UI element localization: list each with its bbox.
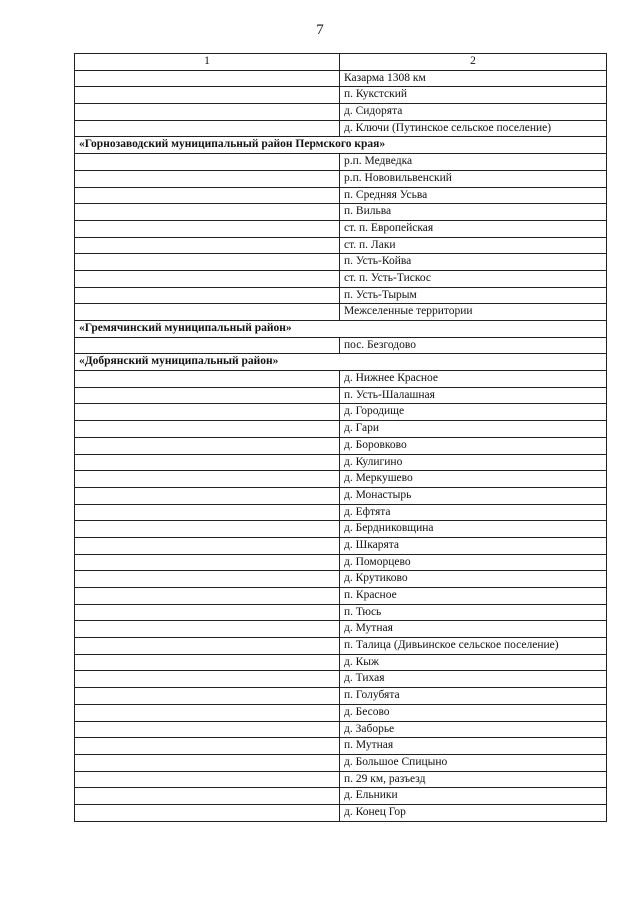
empty-cell (75, 621, 340, 638)
settlement-cell: д. Монастырь (340, 487, 607, 504)
district-title: «Гремячинский муниципальный район» (75, 321, 607, 338)
settlement-cell: д. Меркушево (340, 471, 607, 488)
settlement-cell: п. Талица (Дивьинское сельское поселение) (340, 638, 607, 655)
empty-cell (75, 471, 340, 488)
settlement-cell: п. Усть-Тырым (340, 287, 607, 304)
table-row (75, 638, 607, 655)
empty-cell (75, 738, 340, 755)
empty-cell (75, 204, 340, 221)
empty-cell (75, 487, 340, 504)
settlement-cell: Межселенные территории (340, 304, 607, 321)
settlement-cell: д. Гари (340, 421, 607, 438)
table-row (75, 454, 607, 471)
settlement-cell: д. Бердниковщина (340, 521, 607, 538)
empty-cell (75, 537, 340, 554)
settlement-cell: п. Мутная (340, 738, 607, 755)
table-row (75, 537, 607, 554)
empty-cell (75, 504, 340, 521)
empty-cell (75, 654, 340, 671)
settlement-cell: д. Конец Гор (340, 804, 607, 821)
table-row (75, 487, 607, 504)
table-row (75, 287, 607, 304)
settlement-cell: д. Большое Спицыно (340, 754, 607, 771)
column-header-1: 1 (75, 54, 340, 71)
settlement-cell: п. Усть-Койва (340, 254, 607, 271)
table-row (75, 404, 607, 421)
table-row (75, 120, 607, 137)
empty-cell (75, 387, 340, 404)
empty-cell (75, 688, 340, 705)
table-row (75, 754, 607, 771)
table-row (75, 721, 607, 738)
section-header-row (75, 321, 607, 338)
table-row (75, 704, 607, 721)
empty-cell (75, 671, 340, 688)
empty-cell (75, 287, 340, 304)
table-row (75, 571, 607, 588)
table-row (75, 337, 607, 354)
table-row (75, 621, 607, 638)
empty-cell (75, 154, 340, 171)
table-row (75, 104, 607, 121)
table-row (75, 220, 607, 237)
settlement-cell: п. Вильва (340, 204, 607, 221)
empty-cell (75, 220, 340, 237)
settlement-cell: д. Ключи (Путинское сельское поселение) (340, 120, 607, 137)
settlement-cell: д. Заборье (340, 721, 607, 738)
table-row (75, 87, 607, 104)
settlement-cell: д. Городище (340, 404, 607, 421)
empty-cell (75, 554, 340, 571)
empty-cell (75, 638, 340, 655)
settlement-cell: п. 29 км, разъезд (340, 771, 607, 788)
settlement-cell: д. Кулигино (340, 454, 607, 471)
settlement-cell: д. Нижнее Красное (340, 371, 607, 388)
table-row (75, 387, 607, 404)
table-body (75, 70, 607, 821)
table-row (75, 771, 607, 788)
table-row (75, 187, 607, 204)
table-row (75, 688, 607, 705)
empty-cell (75, 437, 340, 454)
table-row (75, 654, 607, 671)
page-number: 7 (316, 22, 324, 38)
settlement-cell: ст. п. Европейская (340, 220, 607, 237)
district-title: «Добрянский муниципальный район» (75, 354, 607, 371)
empty-cell (75, 771, 340, 788)
settlement-cell: д. Бесово (340, 704, 607, 721)
table-row (75, 738, 607, 755)
empty-cell (75, 254, 340, 271)
empty-cell (75, 337, 340, 354)
table-row (75, 154, 607, 171)
settlement-cell: д. Крутиково (340, 571, 607, 588)
empty-cell (75, 421, 340, 438)
table-row (75, 804, 607, 821)
table-row (75, 421, 607, 438)
settlement-cell: д. Кыж (340, 654, 607, 671)
empty-cell (75, 588, 340, 605)
settlement-cell: д. Поморцево (340, 554, 607, 571)
settlement-cell: д. Ельники (340, 788, 607, 805)
settlement-cell: Казарма 1308 км (340, 70, 607, 87)
empty-cell (75, 804, 340, 821)
empty-cell (75, 371, 340, 388)
settlement-cell: пос. Безгодово (340, 337, 607, 354)
settlement-cell: п. Красное (340, 588, 607, 605)
settlement-cell: д. Боровково (340, 437, 607, 454)
settlement-cell: д. Сидорята (340, 104, 607, 121)
empty-cell (75, 104, 340, 121)
empty-cell (75, 604, 340, 621)
empty-cell (75, 521, 340, 538)
table-row (75, 521, 607, 538)
empty-cell (75, 721, 340, 738)
table-row (75, 471, 607, 488)
empty-cell (75, 304, 340, 321)
empty-cell (75, 454, 340, 471)
column-header-2: 2 (340, 54, 607, 71)
settlement-cell: д. Шкарята (340, 537, 607, 554)
table-row (75, 504, 607, 521)
empty-cell (75, 70, 340, 87)
table-row (75, 554, 607, 571)
table-row (75, 788, 607, 805)
empty-cell (75, 120, 340, 137)
table-row (75, 671, 607, 688)
table-row (75, 204, 607, 221)
table-row (75, 371, 607, 388)
settlement-cell: п. Усть-Шалашная (340, 387, 607, 404)
empty-cell (75, 170, 340, 187)
table-row (75, 270, 607, 287)
section-header-row (75, 354, 607, 371)
table-header-row (75, 54, 607, 71)
table-row (75, 70, 607, 87)
district-title: «Горнозаводский муниципальный район Пермского края» (75, 137, 607, 154)
empty-cell (75, 788, 340, 805)
table-row (75, 237, 607, 254)
table-row (75, 304, 607, 321)
settlement-cell: д. Тихая (340, 671, 607, 688)
empty-cell (75, 87, 340, 104)
settlement-cell: ст. п. Лаки (340, 237, 607, 254)
empty-cell (75, 571, 340, 588)
settlement-cell: р.п. Нововильвенский (340, 170, 607, 187)
settlement-cell: д. Мутная (340, 621, 607, 638)
empty-cell (75, 754, 340, 771)
settlement-cell: п. Средняя Усьва (340, 187, 607, 204)
settlement-cell: р.п. Медведка (340, 154, 607, 171)
empty-cell (75, 704, 340, 721)
table-row (75, 604, 607, 621)
table-row (75, 588, 607, 605)
table-row (75, 254, 607, 271)
empty-cell (75, 404, 340, 421)
settlement-cell: ст. п. Усть-Тискос (340, 270, 607, 287)
settlement-cell: д. Ефтята (340, 504, 607, 521)
section-header-row (75, 137, 607, 154)
empty-cell (75, 270, 340, 287)
settlement-cell: п. Тюсь (340, 604, 607, 621)
empty-cell (75, 237, 340, 254)
settlement-cell: п. Голубята (340, 688, 607, 705)
table-row (75, 437, 607, 454)
table-row (75, 170, 607, 187)
settlement-cell: п. Кукстский (340, 87, 607, 104)
empty-cell (75, 187, 340, 204)
settlements-table (74, 53, 607, 822)
